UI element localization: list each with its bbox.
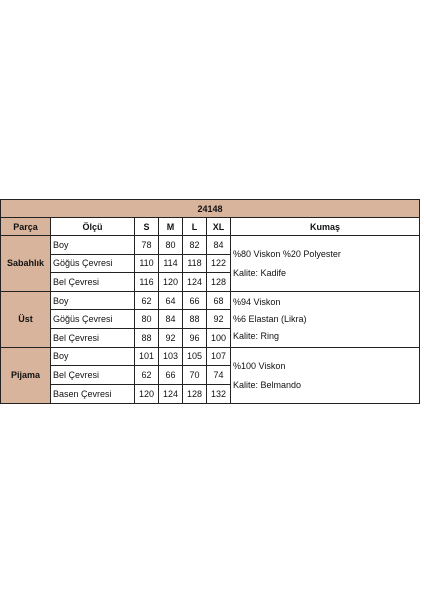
- value-xl: 100: [207, 329, 231, 348]
- value-xl: 132: [207, 385, 231, 404]
- fabric-line: %6 Elastan (Likra): [233, 314, 307, 325]
- fabric-line: %100 Viskon: [233, 360, 286, 371]
- fabric-line: %94 Viskon: [233, 297, 281, 308]
- value-s: 88: [135, 329, 159, 348]
- header-size-xl: XL: [207, 218, 231, 236]
- row-label: Bel Çevresi: [51, 366, 135, 385]
- header-part: Parça: [1, 218, 51, 236]
- value-xl: 74: [207, 366, 231, 385]
- fabric-info-ust: [231, 292, 419, 348]
- value-xl: 107: [207, 348, 231, 367]
- value-l: 105: [183, 348, 207, 367]
- group-ust: Üst: [1, 292, 51, 348]
- value-m: 103: [159, 348, 183, 367]
- value-s: 62: [135, 366, 159, 385]
- value-m: 84: [159, 310, 183, 329]
- table-title: 24148: [1, 200, 419, 218]
- value-xl: 68: [207, 292, 231, 311]
- value-l: 96: [183, 329, 207, 348]
- row-label: Boy: [51, 292, 135, 311]
- value-m: 120: [159, 273, 183, 292]
- fabric-info-sabahlik: [231, 236, 419, 292]
- value-l: 128: [183, 385, 207, 404]
- header-size-s: S: [135, 218, 159, 236]
- value-s: 110: [135, 255, 159, 274]
- row-label: Boy: [51, 236, 135, 255]
- row-label: Bel Çevresi: [51, 273, 135, 292]
- row-label: Göğüs Çevresi: [51, 255, 135, 274]
- value-s: 62: [135, 292, 159, 311]
- row-label: Göğüs Çevresi: [51, 310, 135, 329]
- value-l: 70: [183, 366, 207, 385]
- header-size-l: L: [183, 218, 207, 236]
- fabric-info-pijama: [231, 348, 419, 404]
- size-chart-table: [0, 199, 420, 404]
- value-l: 88: [183, 310, 207, 329]
- fabric-line: Kalite: Ring: [233, 331, 280, 342]
- value-xl: 92: [207, 310, 231, 329]
- value-m: 80: [159, 236, 183, 255]
- fabric-line: %80 Viskon %20 Polyester: [233, 248, 341, 259]
- value-xl: 122: [207, 255, 231, 274]
- value-m: 66: [159, 366, 183, 385]
- header-size-m: M: [159, 218, 183, 236]
- value-l: 66: [183, 292, 207, 311]
- value-m: 64: [159, 292, 183, 311]
- value-s: 120: [135, 385, 159, 404]
- row-label: Boy: [51, 348, 135, 367]
- value-l: 118: [183, 255, 207, 274]
- header-fabric: Kumaş: [231, 218, 419, 236]
- value-s: 80: [135, 310, 159, 329]
- value-m: 124: [159, 385, 183, 404]
- group-pijama: Pijama: [1, 348, 51, 404]
- value-l: 124: [183, 273, 207, 292]
- value-s: 78: [135, 236, 159, 255]
- value-s: 101: [135, 348, 159, 367]
- row-label: Basen Çevresi: [51, 385, 135, 404]
- value-xl: 84: [207, 236, 231, 255]
- fabric-line: Kalite: Kadife: [233, 267, 287, 278]
- value-xl: 128: [207, 273, 231, 292]
- header-measure: Ölçü: [51, 218, 135, 236]
- value-l: 82: [183, 236, 207, 255]
- value-m: 92: [159, 329, 183, 348]
- value-s: 116: [135, 273, 159, 292]
- fabric-line: Kalite: Belmando: [233, 379, 302, 390]
- value-m: 114: [159, 255, 183, 274]
- row-label: Bel Çevresi: [51, 329, 135, 348]
- group-sabahlik: Sabahlık: [1, 236, 51, 292]
